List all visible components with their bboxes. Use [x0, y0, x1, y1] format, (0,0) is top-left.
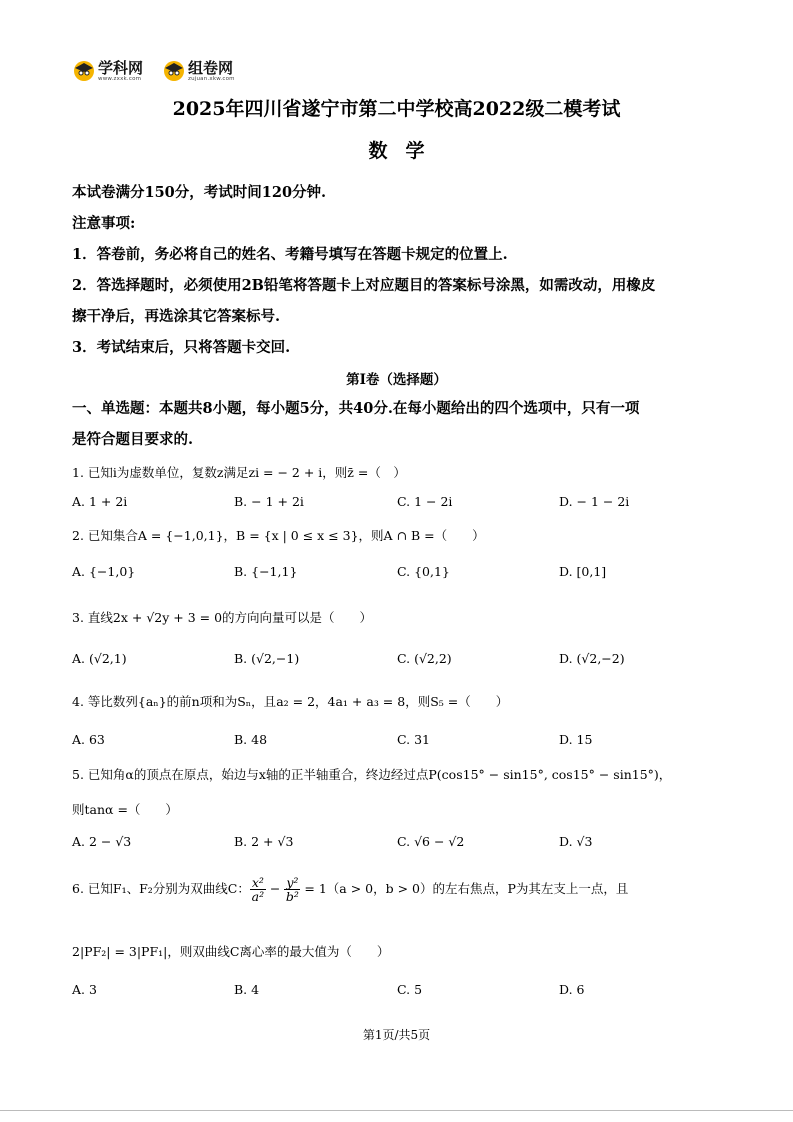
zujuanwang-logo-icon: [162, 59, 186, 83]
question-6-fraction-x-numerator: x²: [251, 875, 264, 890]
question-6-fraction-x: [250, 876, 266, 903]
question-6-fraction-y-denominator: b²: [285, 889, 299, 905]
note-2-line-2: 擦干净后，再选涂其它答案标号.: [72, 308, 281, 325]
section-intro-line-1: 一、单选题：本题共8小题，每小题5分，共40分.在每小题给出的四个选项中，只有一项: [72, 400, 640, 417]
question-6-stem-line-2: 2|PF₂| = 3|PF₁|，则双曲线C离心率的最大值为（ ）: [72, 944, 390, 959]
question-2-option-d: D. [0,1]: [559, 564, 607, 579]
question-6-option-c: C. 5: [397, 982, 423, 997]
question-5-stem-line-2: 则tanα =（ ）: [72, 802, 178, 817]
question-4-option-d: D. 15: [559, 732, 593, 747]
xuekewang-logo-url: www.zxxk.com: [98, 76, 142, 82]
zujuanwang-logo-url: zujuan.xkw.com: [188, 76, 235, 82]
section-title: 第I卷（选择题）: [346, 372, 447, 388]
notes-title: 注意事项:: [72, 215, 136, 232]
xuekewang-logo-text: 学科网: [98, 59, 144, 77]
question-3-option-d: D. (√2,−2): [559, 651, 625, 666]
question-5-option-c: C. √6 − √2: [397, 834, 465, 849]
page-number: 第1页/共5页: [362, 1028, 431, 1042]
zujuanwang-logo-text: 组卷网: [188, 59, 234, 77]
question-3-stem: 3. 直线2x + √2y + 3 = 0的方向向量可以是（ ）: [72, 610, 373, 625]
exam-subject: 数学: [368, 140, 443, 162]
question-6-fraction-y: [284, 876, 300, 903]
question-5-option-d: D. √3: [559, 834, 593, 849]
note-1: 1．答卷前，务必将自己的姓名、考籍号填写在答题卡规定的位置上.: [72, 246, 508, 263]
question-5-option-a: A. 2 − √3: [72, 834, 132, 849]
question-4-option-b: B. 48: [234, 732, 268, 747]
note-2-line-1: 2．答选择题时，必须使用2B铅笔将答题卡上对应题目的答案标号涂黑，如需改动，用橡皮: [72, 277, 656, 294]
xuekewang-logo-icon: [72, 59, 96, 83]
exam-title: 2025年四川省遂宁市第二中学校高2022级二模考试: [172, 98, 621, 120]
question-1-option-a: A. 1 + 2i: [72, 494, 128, 509]
question-1-stem: 1. 已知i为虚数单位，复数z满足zi = − 2 + i，则z̄ =（ ）: [72, 465, 406, 480]
question-5-stem: 5. 已知角α的顶点在原点，始边与x轴的正半轴重合，终边经过点P(cos15° − sin15°, cos15° − sin15°)，: [72, 767, 672, 782]
question-6-stem-suffix: = 1（a > 0，b > 0）的左右焦点，P为其左支上一点，且: [300, 881, 629, 897]
section-intro-line-2: 是符合题目要求的.: [72, 431, 194, 448]
question-3-option-b: B. (√2,−1): [234, 651, 300, 666]
question-6-minus: −: [265, 881, 285, 897]
question-6-stem-prefix: 6. 已知F₁、F₂分别为双曲线C：: [72, 881, 250, 897]
question-6-fraction-y-numerator: y²: [286, 875, 299, 890]
question-2-option-c: C. {0,1}: [397, 564, 450, 579]
question-3-option-c: C. (√2,2): [397, 651, 452, 666]
question-1-option-b: B. − 1 + 2i: [234, 494, 304, 509]
question-4-option-a: A. 63: [72, 732, 105, 747]
question-6-option-d: D. 6: [559, 982, 585, 997]
question-2-option-b: B. {−1,1}: [234, 564, 298, 579]
note-3: 3．考试结束后，只将答题卡交回.: [72, 339, 291, 356]
question-4-stem: 4. 等比数列{aₙ}的前n项和为Sₙ，且a₂ = 2，4a₁ + a₃ = 8，则S₅ =（ ）: [72, 694, 509, 709]
question-3-option-a: A. (√2,1): [72, 651, 127, 666]
question-2-option-a: A. {−1,0}: [72, 564, 136, 579]
question-2-stem: 2. 已知集合A = {−1,0,1}，B = {x | 0 ≤ x ≤ 3}，则A ∩ B =（ ）: [72, 528, 485, 543]
question-6-option-a: A. 3: [72, 982, 97, 997]
question-6-option-b: B. 4: [234, 982, 260, 997]
question-4-option-c: C. 31: [397, 732, 430, 747]
question-6-fraction-x-denominator: a²: [251, 889, 265, 905]
header-logos: [72, 56, 252, 86]
question-1-option-d: D. − 1 − 2i: [559, 494, 630, 509]
question-6-stem: [72, 876, 628, 903]
score-line: 本试卷满分150分，考试时间120分钟.: [72, 184, 327, 201]
question-5-option-b: B. 2 + √3: [234, 834, 294, 849]
question-1-option-c: C. 1 − 2i: [397, 494, 453, 509]
page-bottom-divider: [0, 1110, 793, 1111]
